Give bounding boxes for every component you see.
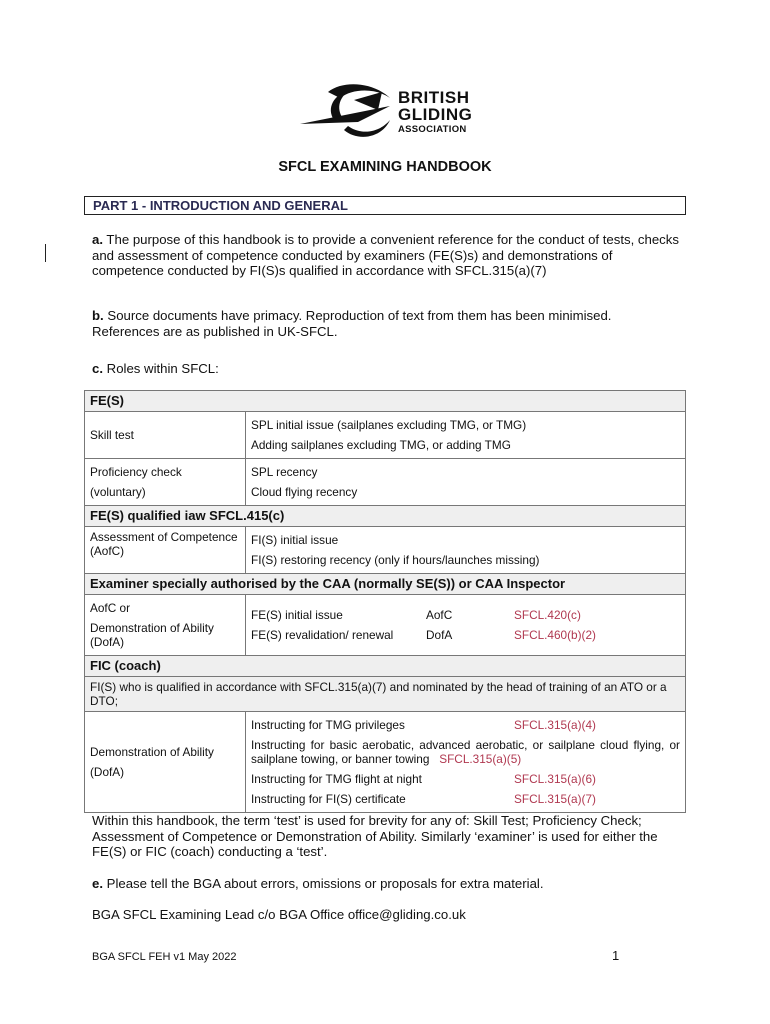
skill-test-label: Skill test	[85, 412, 246, 459]
aofc-item: FI(S) restoring recency (only if hours/launches missing)	[251, 553, 540, 567]
fic-ref: SFCL.315(a)(4)	[514, 718, 596, 732]
fic-row	[251, 715, 680, 735]
paragraph-e-text: Please tell the BGA about errors, omissions or proposals for extra material.	[103, 876, 544, 891]
examiner-ref: SFCL.420(c)	[514, 608, 581, 622]
examiner-ref: SFCL.460(b)(2)	[514, 628, 596, 642]
voluntary-text: (voluntary)	[90, 485, 146, 499]
logo-line-1: BRITISH	[398, 88, 470, 107]
glider-swoosh-icon	[298, 80, 398, 142]
examiner-type: AofC	[426, 608, 453, 622]
paragraph-b	[92, 308, 682, 339]
paragraph-c-label: c.	[92, 361, 103, 376]
fic-ref: SFCL.315(a)(5)	[439, 752, 522, 766]
roles-table	[84, 390, 686, 813]
examiner-row	[251, 625, 680, 645]
proficiency-check-text: Proficiency check	[90, 465, 182, 479]
paragraph-b-label: b.	[92, 308, 104, 323]
aofc-or-text: AofC or	[90, 601, 130, 615]
examiner-header: Examiner specially authorised by the CAA (normally SE(S)) or CAA Inspector	[85, 574, 686, 595]
page-number: 1	[612, 948, 620, 963]
paragraph-a-label: a.	[92, 232, 103, 247]
fic-items	[246, 712, 686, 813]
aofc-items	[246, 527, 686, 574]
examiner-items	[246, 595, 686, 656]
fic-item: Instructing for TMG flight at night	[251, 772, 422, 786]
aofc-label: Assessment of Competence (AofC)	[85, 527, 246, 574]
logo-line-2: GLIDING	[398, 105, 473, 124]
paragraph-a-text: The purpose of this handbook is to provide a convenient reference for the conduct of tests, checks and assessment of competence conducted by examiners (FE(S)s) and demonstrations of competence conducted by FI(S)s qualified in accordance with SFCL.315(a)(7)	[92, 232, 679, 279]
skill-item: Adding sailplanes excluding TMG, or adding TMG	[251, 438, 511, 452]
aofc-item: FI(S) initial issue	[251, 533, 339, 547]
fic-description: FI(S) who is qualified in accordance with SFCL.315(a)(7) and nominated by the head of training of an ATO or a DTO;	[85, 677, 686, 712]
spl-recency: SPL recency	[251, 465, 318, 479]
logo-wordmark	[398, 89, 472, 136]
bga-logo	[298, 80, 478, 142]
examiner-left	[85, 595, 246, 656]
fic-row	[251, 769, 680, 789]
skill-test-items	[246, 412, 686, 459]
dofa-label: Demonstration of Ability (DofA)	[90, 621, 214, 649]
fes-qualified-header: FE(S) qualified iaw SFCL.415(c)	[85, 506, 686, 527]
contact-line: BGA SFCL Examining Lead c/o BGA Office office@gliding.co.uk	[92, 907, 466, 922]
part-heading: PART 1 - INTRODUCTION AND GENERAL	[84, 196, 686, 215]
fic-item: Instructing for FI(S) certificate	[251, 792, 406, 806]
skill-item: SPL initial issue (sailplanes excluding TMG, or TMG)	[251, 418, 527, 432]
examiner-item: FE(S) initial issue	[251, 608, 343, 622]
proficiency-check-label	[85, 459, 246, 506]
paragraph-a	[92, 232, 682, 279]
fic-header: FIC (coach)	[85, 656, 686, 677]
examiner-item: FE(S) revalidation/ renewal	[251, 628, 394, 642]
fic-row	[251, 789, 680, 809]
logo-line-3: ASSOCIATION	[398, 124, 467, 135]
cloud-recency: Cloud flying recency	[251, 485, 358, 499]
proficiency-items	[246, 459, 686, 506]
examiner-row	[251, 605, 680, 625]
paragraph-d: Within this handbook, the term ‘test’ is used for brevity for any of: Skill Test; Proficiency Check; Assessment of Competence or Demonstration of Ability. Similarly ‘examiner’ is used for either the FE(S) or FIC (coach) conducting a ‘test’.	[92, 813, 658, 860]
fic-row	[251, 735, 680, 769]
paragraph-c-text: Roles within SFCL:	[103, 361, 219, 376]
paragraph-e-label: e.	[92, 876, 103, 891]
examiner-type: DofA	[426, 628, 453, 642]
paragraph-b-text: Source documents have primacy. Reproduction of text from them has been minimised. References are as published in UK-SFCL.	[92, 308, 612, 339]
footer: BGA SFCL FEH v1 May 2022	[92, 951, 237, 963]
fic-dofa-abbr: (DofA)	[90, 765, 125, 779]
fic-dofa-label	[85, 712, 246, 813]
fic-dofa-text: Demonstration of Ability	[90, 745, 214, 759]
paragraph-e	[92, 876, 682, 892]
fic-ref: SFCL.315(a)(7)	[514, 792, 596, 806]
fic-ref: SFCL.315(a)(6)	[514, 772, 596, 786]
fes-header: FE(S)	[85, 391, 686, 412]
paragraph-c	[92, 361, 682, 377]
fic-item: Instructing for basic aerobatic, advanced aerobatic, or sailplane cloud flying, or sailplane towing, or banner towing	[251, 738, 680, 766]
fic-item: Instructing for TMG privileges	[251, 718, 405, 732]
change-bar	[45, 244, 46, 262]
page-title: SFCL EXAMINING HANDBOOK	[278, 159, 492, 175]
